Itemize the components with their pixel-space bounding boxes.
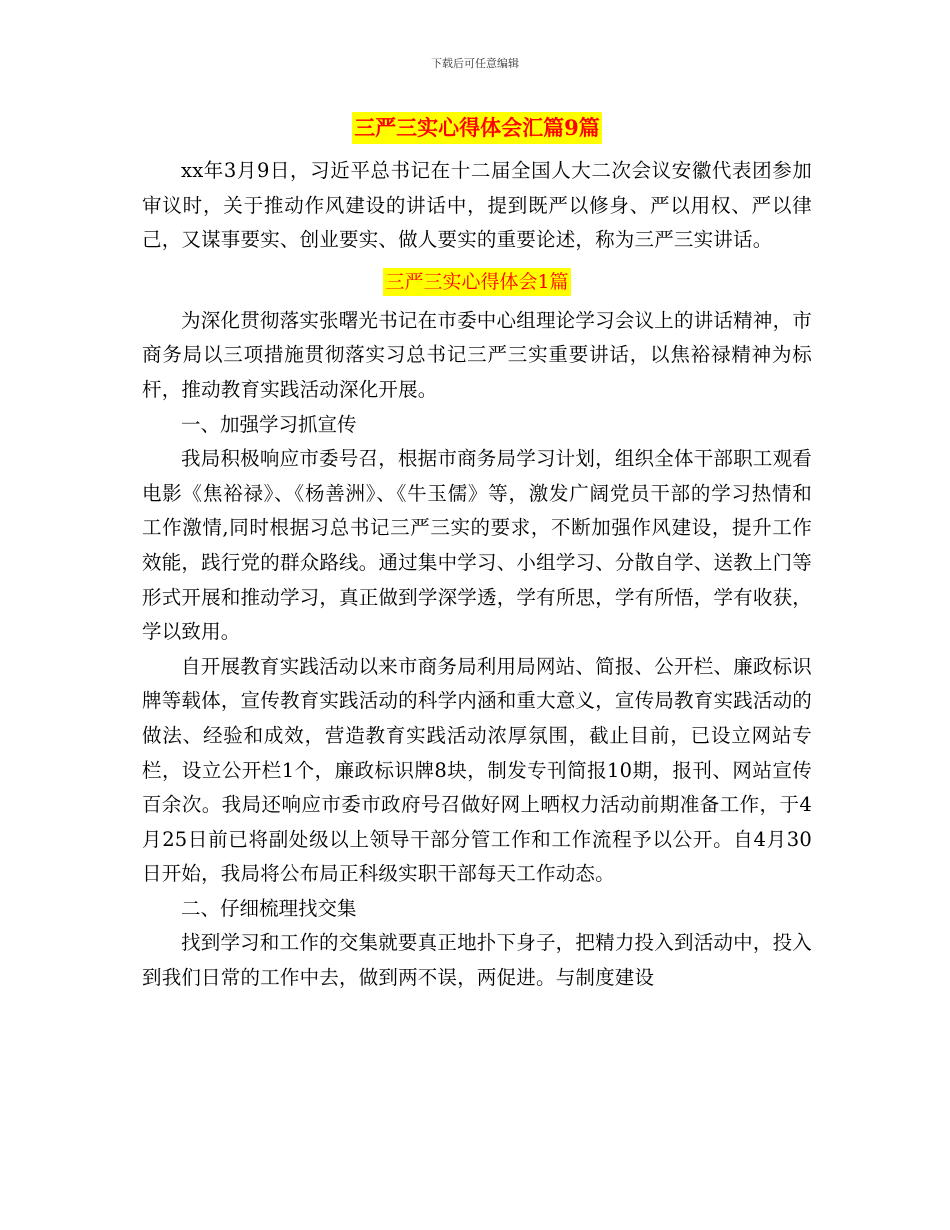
section-title-wrap <box>142 268 812 300</box>
document-title: 三严三实心得体会汇篇9篇 <box>352 112 602 144</box>
body-paragraph: 找到学习和工作的交集就要真正地扑下身子，把精力投入到活动中，投入到我们日常的工作中去，做到两不误，两促进。与制度建设 <box>142 931 812 990</box>
header-note: 下载后可任意编辑 <box>431 57 519 70</box>
body-paragraph: 为深化贯彻落实张曙光书记在市委中心组理论学习会议上的讲话精神，市商务局以三项措施贯彻落实习总书记三严三实重要讲话，以焦裕禄精神为标杆，推动教育实践活动深化开展。 <box>142 308 812 401</box>
intro-paragraph: xx年3月9日，习近平总书记在十二届全国人大二次会议安徽代表团参加审议时，关于推动作风建设的讲话中，提到既严以修身、严以用权、严以律己，又谋事要实、创业要实、做人要实的重要论述，称为三严三实讲话。 <box>142 159 812 252</box>
body-paragraph: 自开展教育实践活动以来市商务局利用局网站、简报、公开栏、廉政标识牌等载体，宣传教育实践活动的科学内涵和重大意义，宣传局教育实践活动的做法、经验和成效，营造教育实践活动浓厚氛围，截止目前，已设立网站专栏，设立公开栏1个，廉政标识牌8块，制发专刊简报10期，报刊、网站宣传百余次。我局还响应市委市政府号召做好网上晒权力活动前期准备工作，于4月25日前已将副处级以上领导干部分管工作和工作流程予以公开。自4月30日开始，我局将公布局正科级实职干部每天工作动态。 <box>142 654 812 886</box>
section-title: 三严三实心得体会1篇 <box>383 268 570 296</box>
section-heading-2: 二、仔细梳理找交集 <box>181 896 357 920</box>
document-body <box>142 112 812 996</box>
section-heading-1: 一、加强学习抓宣传 <box>181 412 357 436</box>
body-paragraph: 我局积极响应市委号召，根据市商务局学习计划，组织全体干部职工观看电影《焦裕禄》、《杨善洲》、《牛玉儒》等，激发广阔党员干部的学习热情和工作激情,同时根据习总书记三严三实的要求，不断加强作风建设，提升工作效能，践行党的群众路线。通过集中学习、小组学习、分散自学、送教上门等形式开展和推动学习，真正做到学深学透，学有所思，学有所悟，学有收获，学以致用。 <box>142 447 812 644</box>
document-title-wrap <box>142 112 812 148</box>
